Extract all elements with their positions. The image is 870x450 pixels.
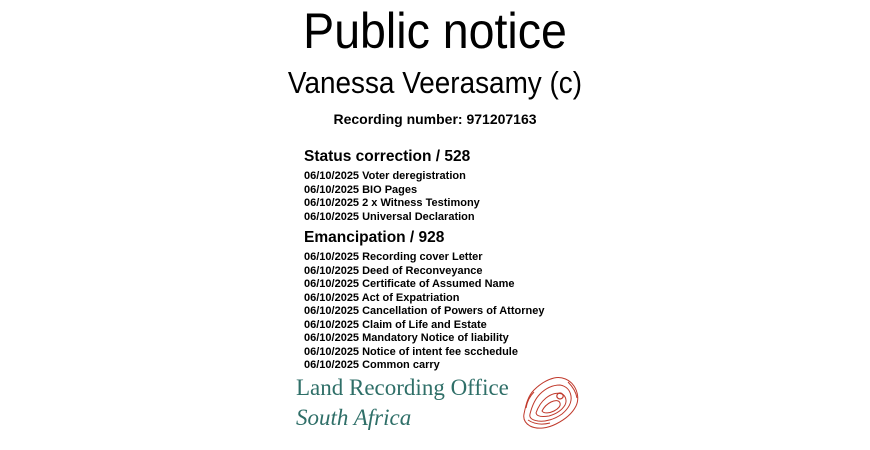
list-item: 06/10/2025 Recording cover Letter: [304, 251, 483, 263]
list-item: 06/10/2025 2 x Witness Testimony: [304, 197, 480, 209]
list-item: 06/10/2025 Mandatory Notice of liability: [304, 332, 509, 344]
section-items: [304, 251, 544, 373]
notice-name: Vanessa Veerasamy (c): [287, 65, 583, 100]
recording-number-label: Recording number:: [333, 111, 463, 127]
list-item: 06/10/2025 Act of Expatriation: [304, 291, 460, 304]
list-item: 06/10/2025 Deed of Reconveyance: [304, 264, 483, 277]
section-items: [304, 170, 480, 224]
list-item: 06/10/2025 Voter deregistration: [304, 170, 466, 182]
notice-title: Public notice: [303, 3, 567, 59]
list-item: 06/10/2025 Certificate of Assumed Name: [304, 278, 515, 290]
list-item: 06/10/2025 Common carry: [304, 359, 440, 371]
section-status-correction: [304, 147, 480, 224]
recording-number-value: 971207163: [466, 111, 537, 127]
list-item: 06/10/2025 Claim of Life and Estate: [304, 318, 487, 331]
recording-number: [0, 109, 870, 129]
land-recording-office-logo: [296, 374, 509, 432]
section-emancipation: [304, 228, 544, 373]
logo-line2: South Africa: [296, 405, 412, 430]
list-item: 06/10/2025 Notice of intent fee scchedule: [304, 345, 518, 358]
list-item: 06/10/2025 BIO Pages: [304, 183, 418, 196]
logo-line1: Land Recording Office: [296, 375, 509, 400]
section-heading: Emancipation / 928: [304, 229, 445, 246]
list-item: 06/10/2025 Cancellation of Powers of Attorney: [304, 305, 545, 317]
list-item: 06/10/2025 Universal Declaration: [304, 210, 475, 223]
south-africa-map-icon: [520, 374, 582, 432]
section-heading: Status correction / 528: [304, 148, 471, 165]
